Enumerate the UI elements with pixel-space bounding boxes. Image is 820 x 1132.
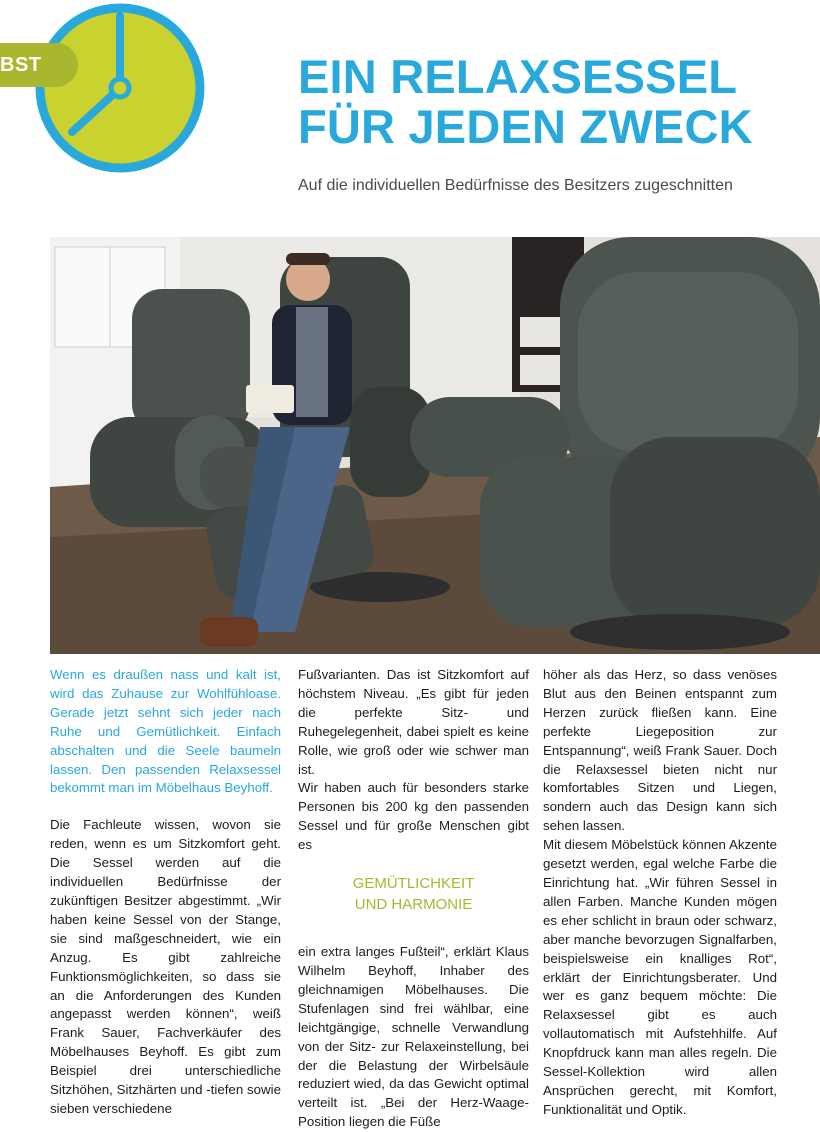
article-photo xyxy=(50,237,820,654)
article-paragraph: Fußvarianten. Das ist Sitzkomfort auf höchstem Niveau. „Es gibt für jeden die perfekte Sitz- und Ruhegelegenheit, dabei spielt es keine Rolle, wie groß oder wie schwer man ist. xyxy=(298,667,529,777)
article-paragraph: Die Fachleute wissen, wovon sie reden, wenn es um Sitzkomfort geht. Die Sessel werden auf die individuellen Bedürfnisse der zukünftigen Besitzer abgestimmt. „Wir haben keine Sessel von der Stange, sie sind maßgeschneidert, wie ein Anzug. Es gibt zahlreiche Funktionsmöglichkeiten, so dass sie an die Anforderungen des Kunden angepasst werden können“, weiß Frank Sauer, Fachverkäufer des Möbelhauses Beyhoff. Es gibt zum Beispiel drei unterschiedliche Sitzhöhen, Sitzhärten und -tiefen sowie sieben verschiedene xyxy=(50,817,281,1116)
article-paragraph: Wir haben auch für besonders starke Personen bis 200 kg den passenden Sessel und für große Menschen gibt es xyxy=(298,780,529,853)
headline-line-1: EIN RELAXSESSEL xyxy=(298,50,738,103)
article-subheading xyxy=(298,873,529,915)
section-tag-label: BST xyxy=(0,54,42,76)
subheading-line-1: GEMÜTLICHKEIT xyxy=(352,875,475,893)
article-paragraph: höher als das Herz, so dass venöses Blut aus den Beinen entspannt zum Herzen zurück fließen kann. Eine perfekte Liegeposition zur Entspannung“, weiß Frank Sauer. Doch die Relaxsessel bieten nicht nur komfortables Sitzen und Liegen, sondern auch das Design kann sich sehen lassen. xyxy=(543,667,777,834)
article-paragraph: Mit diesem Möbelstück können Akzente gesetzt werden, egal welche Farbe die Einrichtung hat. „Wir führen Sessel in allen Farben. Manche Kunden mögen es eher schlicht in braun oder schwarz, aber manche bevorzugen Signalfarben, beispielsweise ein knalliges Rot“, erklärt der Einrichtungsberater. Und wer es ganz bequem möchte: Die Relaxsessel gibt es auch vollautomatisch mit Aufstehhilfe. Auf Knopfdruck kann man alles regeln. Die Sessel-Kollektion wird allen Ansprüchen gerecht, mit Komfort, Funktionalität und Optik. xyxy=(543,837,777,1117)
article-column-3 xyxy=(543,666,777,1120)
headline xyxy=(298,52,798,152)
headline-line-2: FÜR JEDEN ZWECK xyxy=(298,100,753,153)
subtitle: Auf die individuellen Bedürfnisse des Besitzers zugeschnitten xyxy=(298,177,733,194)
article-paragraph: ein extra langes Fußteil“, erklärt Klaus Wilhelm Beyhoff, Inhaber des gleichnamigen Möbelhauses. Die Stufenlagen sind frei wählbar, eine leichtgängige, schnelle Verwandlung von der Sitz- zur Relaxeinstellung, bei der die Belastung der Wirbelsäule reduziert wied, da das Gewicht optimal verteilt ist. „Bei der Herz-Waage-Position liegen die Füße xyxy=(298,944,529,1130)
article-lead: Wenn es draußen nass und kalt ist, wird das Zuhause zur Wohlfühloase. Gerade jetzt sehnt sich jeder nach Ruhe und Gemütlichkeit. Einfach abschalten und die Seele baumeln lassen. Den passenden Relaxsessel bekommt man im Möbelhaus Beyhoff. xyxy=(50,667,281,796)
subheading-line-2: UND HARMONIE xyxy=(354,896,473,914)
section-tag xyxy=(0,43,78,87)
article-column-1 xyxy=(50,666,281,1119)
article-column-2 xyxy=(298,666,529,1132)
